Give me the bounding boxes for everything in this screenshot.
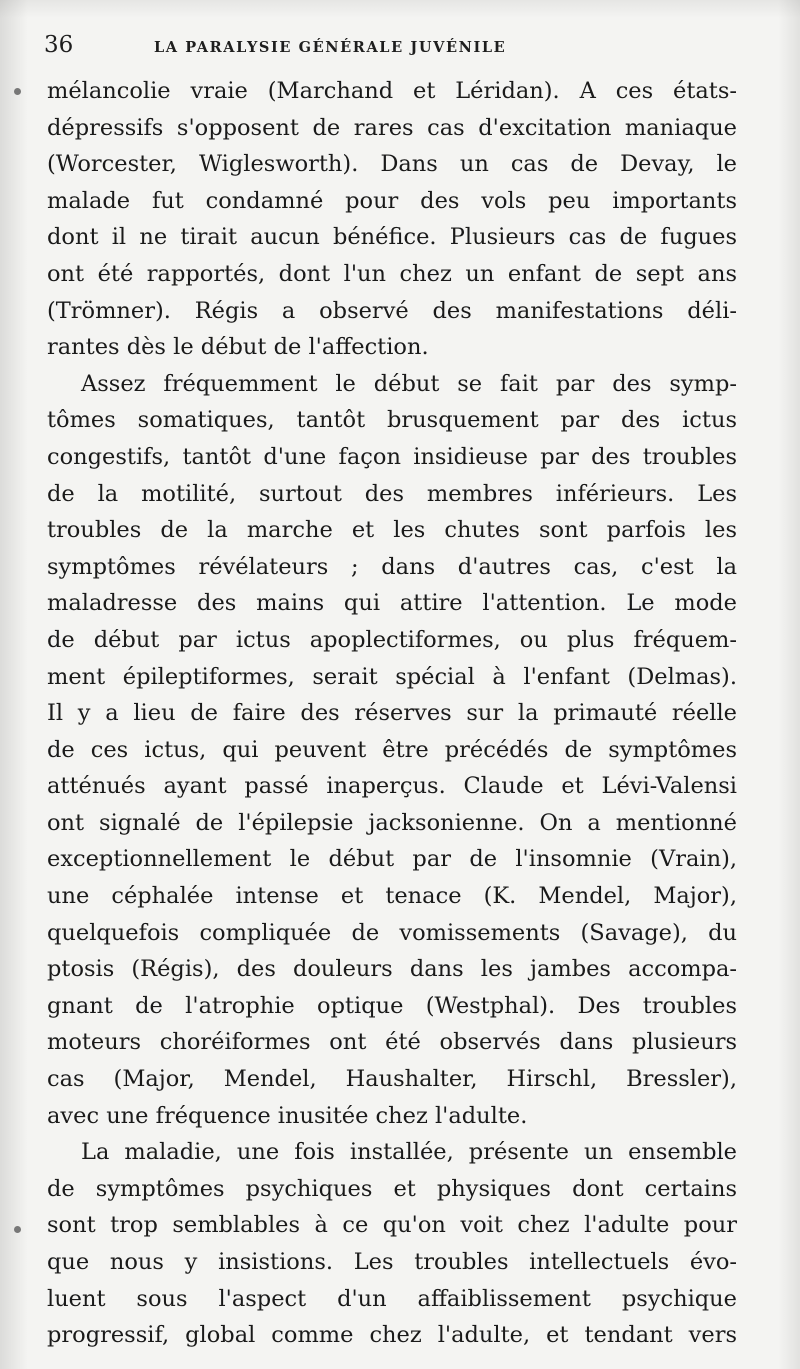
running-title: LA PARALYSIE GÉNÉRALE JUVÉNILE [154, 39, 507, 56]
text-line: luent sous l'aspect d'un affaiblissement psychique [47, 1285, 737, 1312]
running-header [44, 32, 740, 62]
text-line: dépressifs s'opposent de rares cas d'excitation maniaque [47, 114, 737, 141]
margin-speck [14, 1226, 21, 1233]
paragraph-2 [47, 366, 737, 1134]
text-line: (Trömner). Régis a observé des manifestations déli- [47, 297, 737, 324]
body-text [47, 73, 737, 1354]
text-line: exceptionnellement le début par de l'insomnie (Vrain), [47, 846, 737, 873]
text-line: ont signalé de l'épilepsie jacksonienne. On a mentionné [47, 809, 737, 836]
text-line: de début par ictus apoplectiformes, ou plus fréquem- [47, 626, 737, 653]
text-line: malade fut condamné pour des vols peu importants [47, 187, 737, 214]
text-line: de symptômes psychiques et physiques dont certains [47, 1175, 737, 1202]
text-line: La maladie, une fois installée, présente un ensemble [81, 1139, 737, 1166]
text-line: Assez fréquemment le début se fait par des symp- [81, 370, 737, 397]
text-line: congestifs, tantôt d'une façon insidieuse par des troubles [47, 443, 737, 470]
margin-speck [14, 88, 21, 95]
text-line: sont trop semblables à ce qu'on voit chez l'adulte pour [47, 1212, 737, 1239]
text-line: progressif, global comme chez l'adulte, et tendant vers [47, 1322, 737, 1349]
text-line: ont été rapportés, dont l'un chez un enfant de sept ans [47, 260, 737, 287]
text-line: quelquefois compliquée de vomissements (Savage), du [47, 919, 737, 946]
text-line: de la motilité, surtout des membres inférieurs. Les [47, 480, 737, 507]
text-line: cas (Major, Mendel, Haushalter, Hirschl, Bressler), [47, 1066, 737, 1093]
text-line: ment épileptiformes, serait spécial à l'enfant (Delmas). [47, 663, 737, 690]
paragraph-3 [47, 1134, 737, 1354]
text-line: dont il ne tirait aucun bénéfice. Plusieurs cas de fugues [47, 224, 737, 251]
text-line: (Worcester, Wiglesworth). Dans un cas de Devay, le [47, 151, 737, 178]
page-number: 36 [44, 32, 74, 58]
text-line: atténués ayant passé inaperçus. Claude et Lévi-Valensi [47, 773, 737, 800]
text-line: mélancolie vraie (Marchand et Léridan). A ces états- [47, 78, 737, 104]
text-line: que nous y insistions. Les troubles intellectuels évo- [47, 1249, 737, 1275]
text-line: Il y a lieu de faire des réserves sur la primauté réelle [47, 700, 737, 727]
text-line: symptômes révélateurs ; dans d'autres cas, c'est la [47, 553, 737, 580]
text-line: rantes dès le début de l'affection. [47, 334, 429, 361]
text-line: moteurs choréiformes ont été observés dans plusieurs [47, 1029, 737, 1056]
paragraph-1 [47, 73, 737, 366]
text-line: une céphalée intense et tenace (K. Mendel, Major), [47, 883, 737, 910]
text-line: avec une fréquence inusitée chez l'adulte. [47, 1102, 528, 1129]
text-line: troubles de la marche et les chutes sont parfois les [47, 517, 737, 544]
text-line: tômes somatiques, tantôt brusquement par des ictus [47, 407, 737, 434]
text-line: de ces ictus, qui peuvent être précédés de symptômes [47, 736, 737, 763]
text-line: maladresse des mains qui attire l'attention. Le mode [47, 590, 737, 617]
text-line: ptosis (Régis), des douleurs dans les jambes accompa- [47, 956, 737, 983]
text-line: gnant de l'atrophie optique (Westphal). Des troubles [47, 992, 737, 1019]
